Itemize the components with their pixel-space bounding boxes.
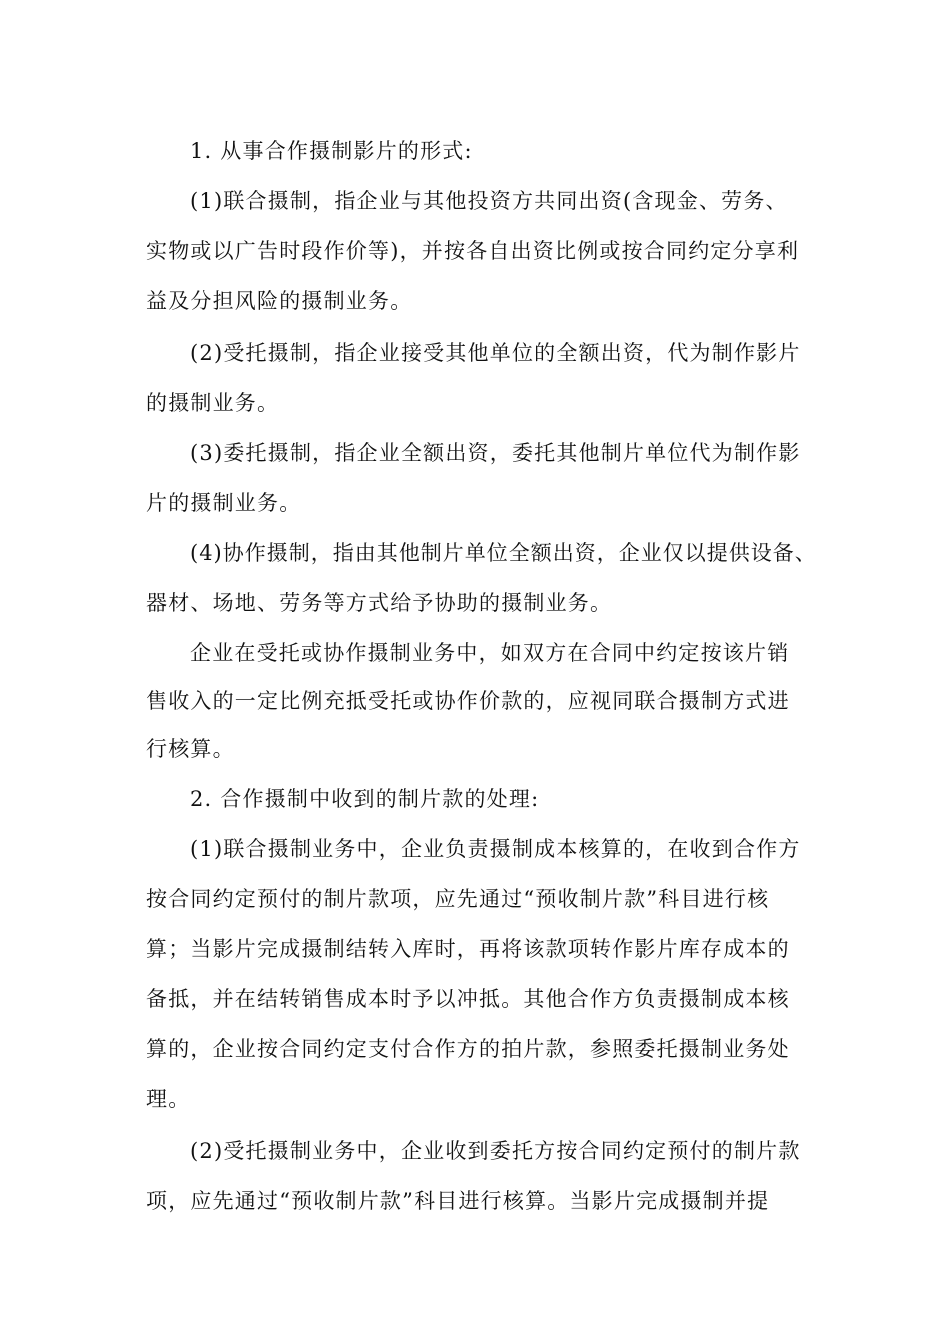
text-line: 按合同约定预付的制片款项，应先通过“预收制片款”科目进行核 [146,887,770,911]
text-line: 售收入的一定比例充抵受托或协作价款的，应视同联合摄制方式进 [146,689,790,713]
text-line: 1. 从事合作摄制影片的形式: [190,139,473,163]
text-line: 理。 [146,1087,191,1111]
text-line: 备抵，并在结转销售成本时予以冲抵。其他合作方负责摄制成本核 [146,987,790,1011]
text-line: 实物或以广告时段作价等)，并按各自出资比例或按合同约定分享利 [146,239,800,263]
text-line: 2. 合作摄制中收到的制片款的处理: [190,787,540,811]
text-line: (4)协作摄制，指由其他制片单位全额出资，企业仅以提供设备、 [190,541,817,565]
text-line: (3)委托摄制，指企业全额出资，委托其他制片单位代为制作影 [190,441,801,465]
text-line: 的摄制业务。 [146,391,280,415]
text-line: (1)联合摄制，指企业与其他投资方共同出资(含现金、劳务、 [190,189,788,213]
text-line: 益及分担风险的摄制业务。 [146,289,413,313]
text-line: 企业在受托或协作摄制业务中，如双方在合同中约定按该片销 [190,641,790,665]
text-line: 行核算。 [146,737,235,761]
text-line: 器材、场地、劳务等方式给予协助的摄制业务。 [146,591,613,615]
text-line: 项，应先通过“预收制片款”科目进行核算。当影片完成摄制并提 [146,1189,770,1213]
text-line: 算的，企业按合同约定支付合作方的拍片款，参照委托摄制业务处 [146,1037,790,1061]
text-line: (2)受托摄制业务中，企业收到委托方按合同约定预付的制片款 [190,1139,801,1163]
text-line: (1)联合摄制业务中，企业负责摄制成本核算的，在收到合作方 [190,837,801,861]
text-line: 片的摄制业务。 [146,491,302,515]
text-line: (2)受托摄制，指企业接受其他单位的全额出资，代为制作影片 [190,341,801,365]
text-line: 算；当影片完成摄制结转入库时，再将该款项转作影片库存成本的 [146,937,790,961]
